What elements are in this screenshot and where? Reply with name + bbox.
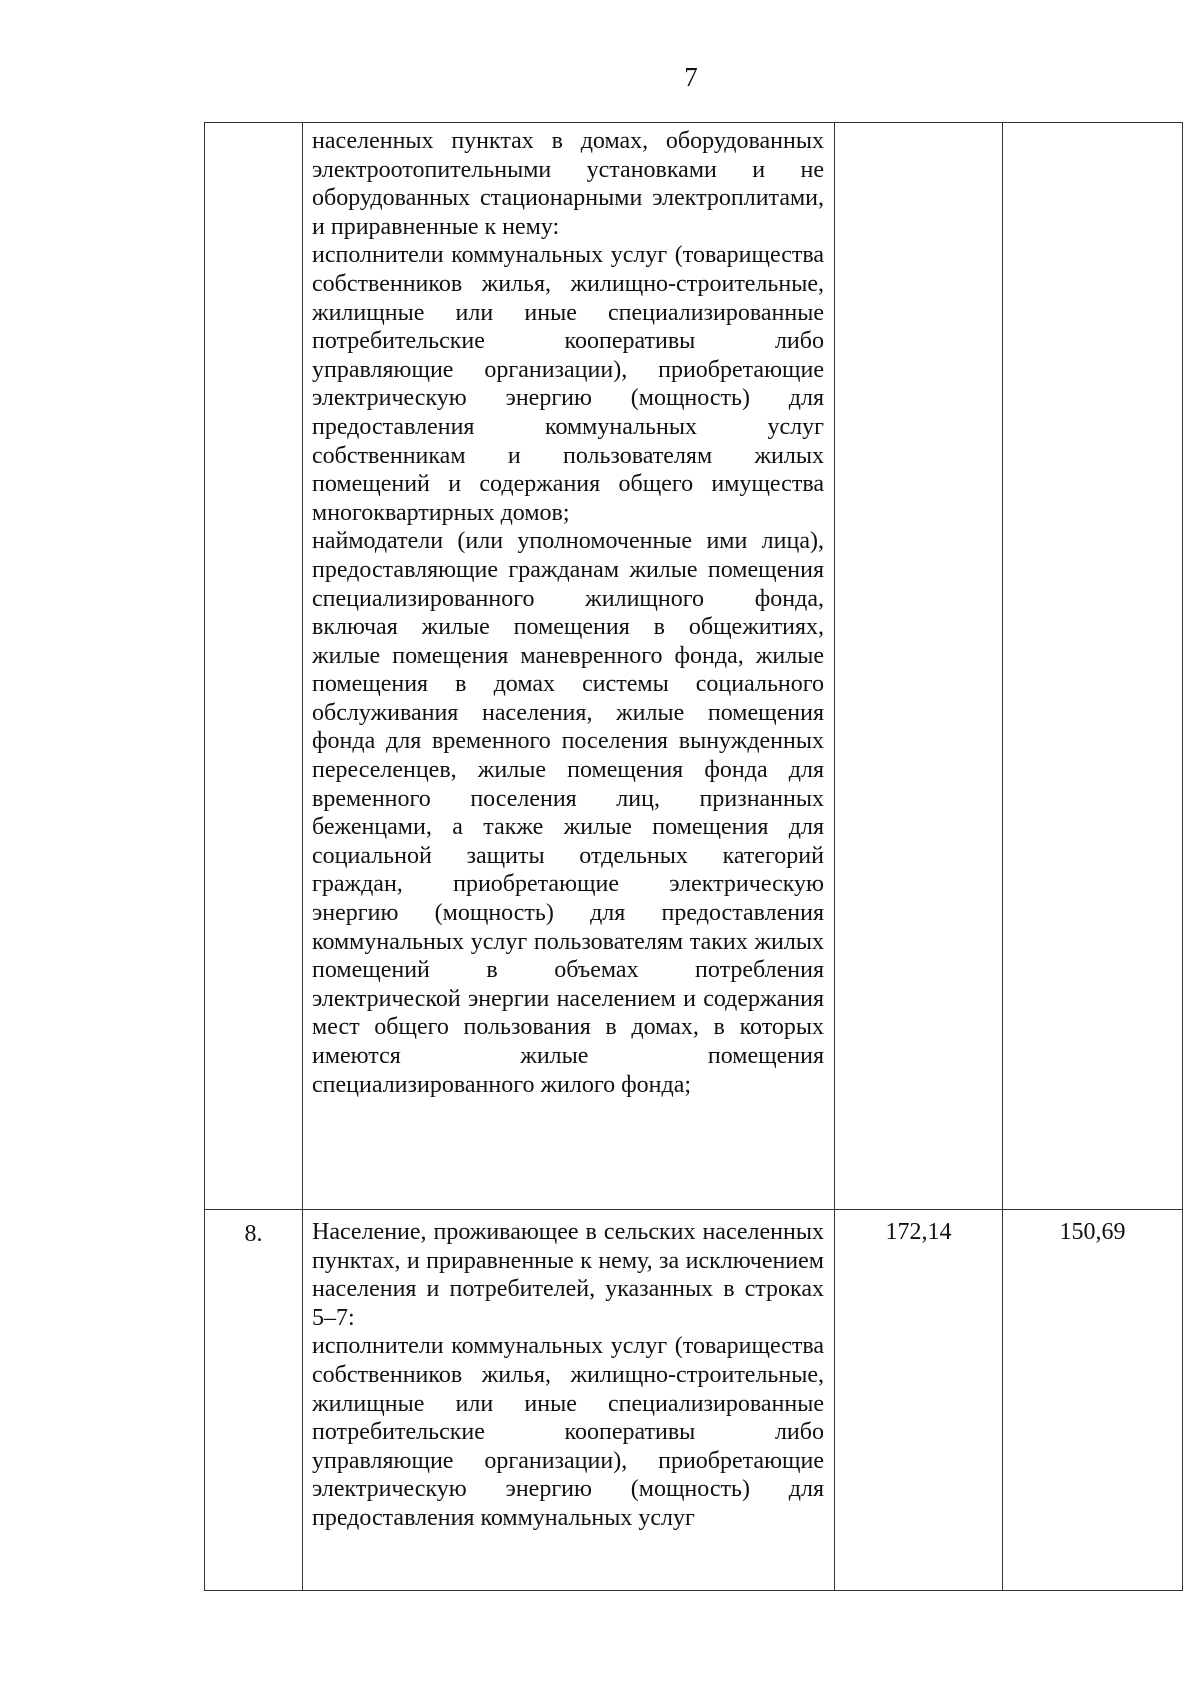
row-value-2-cell: [1003, 123, 1183, 1210]
row-value-1-cell: [835, 123, 1003, 1210]
row-description-cell: [303, 1210, 835, 1591]
tariff-table: [204, 122, 1183, 1591]
row-number-cell: [205, 123, 303, 1210]
page-number: 7: [684, 62, 698, 92]
row-number-cell: 8.: [205, 1210, 303, 1591]
row-value-2-cell: 150,69: [1003, 1210, 1183, 1591]
description-paragraph: исполнители коммунальных услуг (товарищества собственников жилья, жилищно-строительные, жилищные или иные специализированные потребительские кооперативы либо управляющие организации), приобретающие электрическую энергию (мощность) для предоставления коммунальных услуг собственникам и пользователям жилых помещений и содержания общего имущества многоквартирных домов;: [312, 242, 824, 526]
table-row: [205, 1210, 1183, 1591]
table-row: [205, 123, 1183, 1210]
row-value-1-cell: 172,14: [835, 1210, 1003, 1591]
description-paragraph: населенных пунктах в домах, оборудованных электроотопительными установками и не оборудованных стационарными электроплитами, и приравненные к нему:: [312, 128, 824, 240]
row-description-cell: [303, 123, 835, 1210]
description-paragraph: Население, проживающее в сельских населенных пунктах, и приравненные к нему, за исключением населения и потребителей, указанных в строках 5–7:: [312, 1219, 824, 1331]
description-paragraph: исполнители коммунальных услуг (товарищества собственников жилья, жилищно-строительные, жилищные или иные специализированные потребительские кооперативы либо управляющие организации), приобретающие электрическую энергию (мощность) для предоставления коммунальных услуг: [312, 1333, 824, 1531]
description-paragraph: наймодатели (или уполномоченные ими лица), предоставляющие гражданам жилые помещения специализированного жилищного фонда, включая жилые помещения в общежитиях, жилые помещения маневренного фонда, жилые помещения в домах системы социального обслуживания населения, жилые помещения фонда для временного поселения вынужденных переселенцев, жилые помещения фонда для временного поселения лиц, признанных беженцами, а также жилые помещения для социальной защиты отдельных категорий граждан, приобретающие электрическую энергию (мощность) для предоставления коммунальных услуг пользователям таких жилых помещений в объемах потребления электрической энергии населением и содержания мест общего пользования в домах, в которых имеются жилые помещения специализированного жилого фонда;: [312, 528, 824, 1098]
